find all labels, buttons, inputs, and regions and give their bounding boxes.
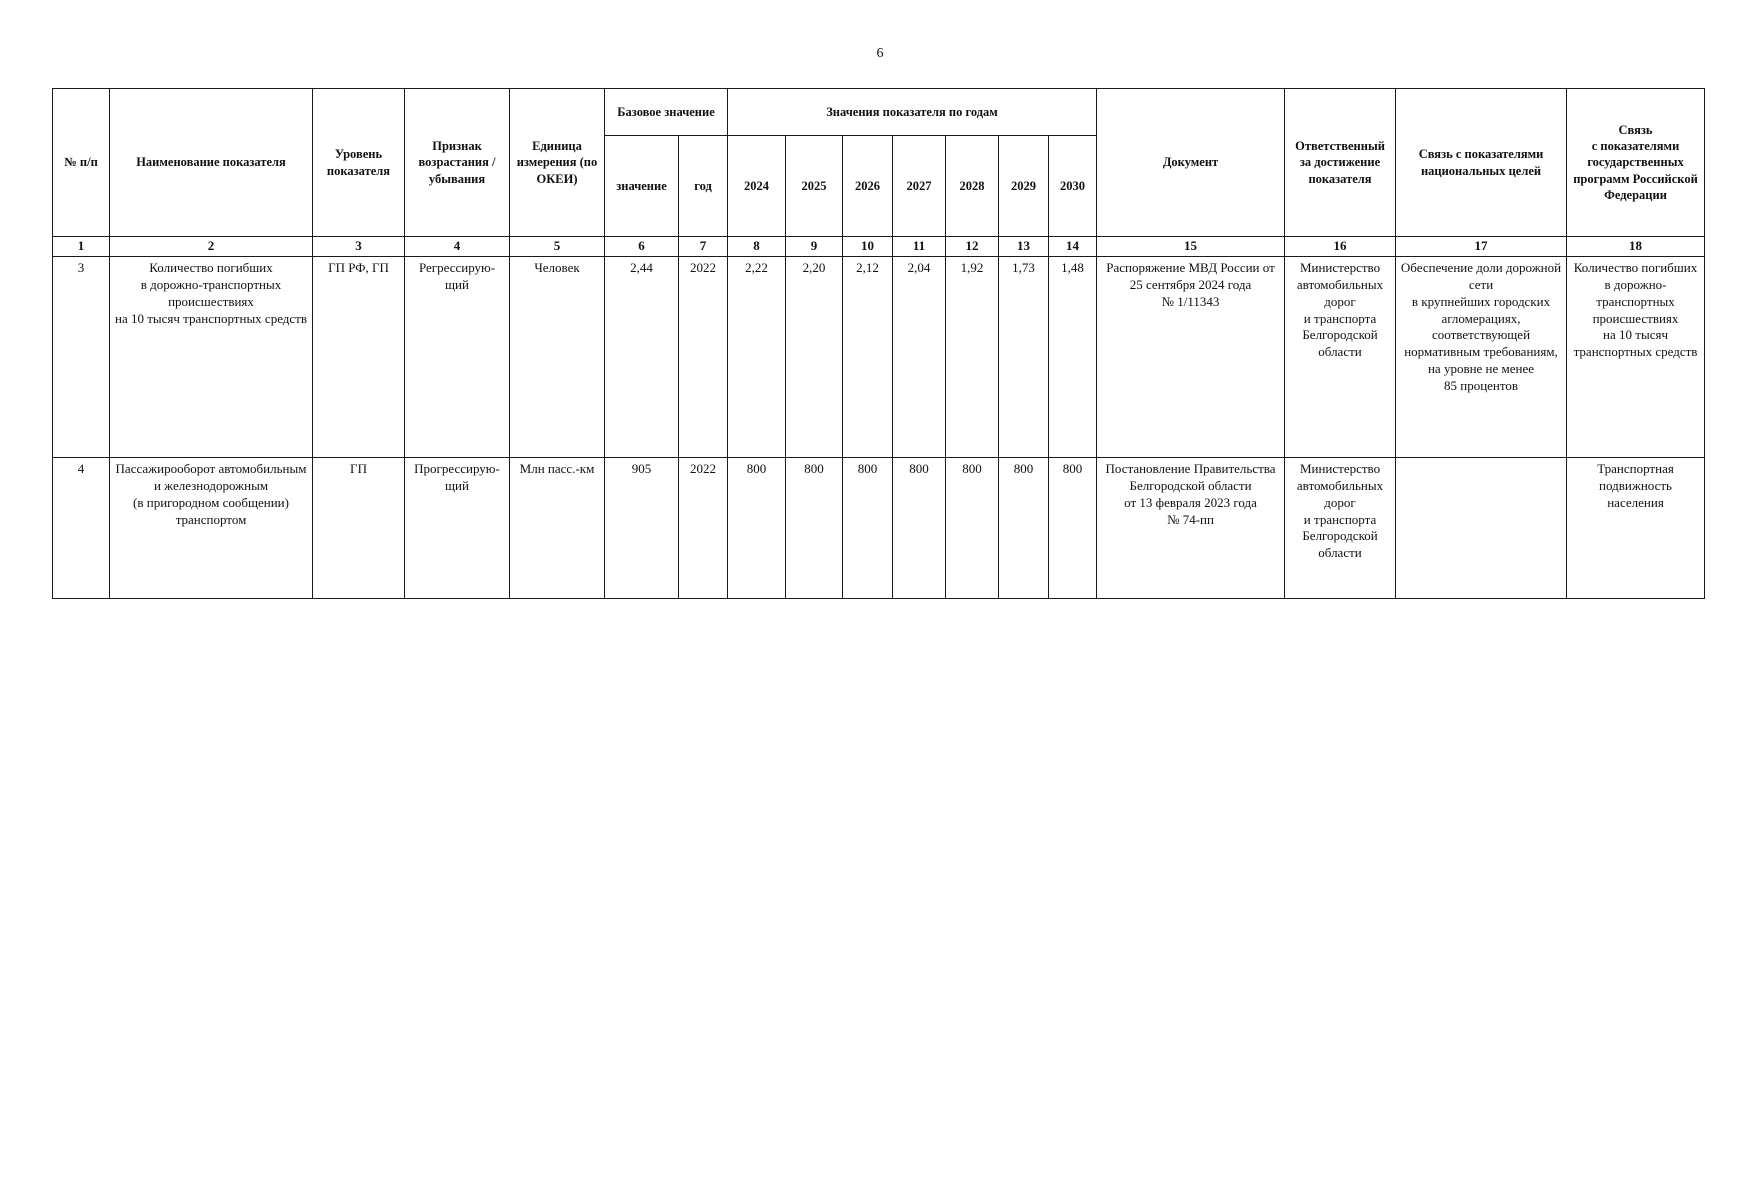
header-year: 2025	[786, 136, 843, 237]
row-base-year: 2022	[679, 256, 728, 457]
row-unit: Человек	[510, 256, 605, 457]
indicators-table	[52, 88, 1705, 599]
column-number: 13	[999, 237, 1049, 257]
column-number: 4	[405, 237, 510, 257]
row-value-2024: 2,22	[728, 256, 786, 457]
row-name: Количество погибших в дорожно-транспортных происшествиях на 10 тысяч транспортных средств	[110, 256, 313, 457]
page-number: 6	[876, 46, 884, 61]
header-years-group: Значения показателя по годам	[728, 89, 1097, 136]
header-name: Наименование показателя	[110, 89, 313, 237]
column-number: 3	[313, 237, 405, 257]
row-gp-link: Количество погибших в дорожно-транспортных происшествиях на 10 тысяч транспортных средств	[1567, 256, 1705, 457]
row-value-2026: 2,12	[843, 256, 893, 457]
header-year: 2026	[843, 136, 893, 237]
column-number: 15	[1097, 237, 1285, 257]
row-trend: Прогрессирую- щий	[405, 457, 510, 598]
row-document: Постановление Правительства Белгородской области от 13 февраля 2023 года № 74-пп	[1097, 457, 1285, 598]
row-value-2025: 800	[786, 457, 843, 598]
row-value-2026: 800	[843, 457, 893, 598]
column-number: 18	[1567, 237, 1705, 257]
column-number: 7	[679, 237, 728, 257]
row-responsible: Министерство автомобильных дорог и транспорта Белгородской области	[1285, 256, 1396, 457]
row-responsible: Министерство автомобильных дорог и транспорта Белгородской области	[1285, 457, 1396, 598]
column-number: 12	[946, 237, 999, 257]
row-national-goals	[1396, 457, 1567, 598]
row-base-year: 2022	[679, 457, 728, 598]
row-level: ГП РФ, ГП	[313, 256, 405, 457]
header-year: 2030	[1049, 136, 1097, 237]
header-base-year: год	[679, 136, 728, 237]
column-number: 17	[1396, 237, 1567, 257]
header-year: 2024	[728, 136, 786, 237]
row-document: Распоряжение МВД России от 25 сентября 2024 года № 1/11343	[1097, 256, 1285, 457]
header-base-group: Базовое значение	[605, 89, 728, 136]
header-year: 2029	[999, 136, 1049, 237]
header-national-goals: Связь с показателями национальных целей	[1396, 89, 1567, 237]
row-base-value: 905	[605, 457, 679, 598]
row-value-2027: 2,04	[893, 256, 946, 457]
row-value-2028: 800	[946, 457, 999, 598]
column-number: 10	[843, 237, 893, 257]
row-gp-link: Транспортная подвижность населения	[1567, 457, 1705, 598]
column-number: 8	[728, 237, 786, 257]
column-number: 14	[1049, 237, 1097, 257]
row-no: 4	[53, 457, 110, 598]
header-no: № п/п	[53, 89, 110, 237]
row-level: ГП	[313, 457, 405, 598]
header-trend: Признак возрастания / убывания	[405, 89, 510, 237]
header-unit: Единица измерения (по ОКЕИ)	[510, 89, 605, 237]
header-gp-link: Связь с показателями государственных программ Российской Федерации	[1567, 89, 1705, 237]
header-document: Документ	[1097, 89, 1285, 237]
header-responsible: Ответственный за достижение показателя	[1285, 89, 1396, 237]
row-value-2029: 1,73	[999, 256, 1049, 457]
row-value-2025: 2,20	[786, 256, 843, 457]
row-unit: Млн пасс.-км	[510, 457, 605, 598]
row-trend: Регрессирую- щий	[405, 256, 510, 457]
row-value-2030: 800	[1049, 457, 1097, 598]
row-value-2024: 800	[728, 457, 786, 598]
row-base-value: 2,44	[605, 256, 679, 457]
column-number: 5	[510, 237, 605, 257]
table-row	[53, 256, 1705, 457]
row-value-2027: 800	[893, 457, 946, 598]
column-number: 16	[1285, 237, 1396, 257]
column-number: 9	[786, 237, 843, 257]
table-row	[53, 457, 1705, 598]
row-name: Пассажирооборот автомобильным и железнодорожным (в пригородном сообщении) транспортом	[110, 457, 313, 598]
header-base-value: значение	[605, 136, 679, 237]
header-year: 2028	[946, 136, 999, 237]
column-number: 6	[605, 237, 679, 257]
row-value-2028: 1,92	[946, 256, 999, 457]
header-year: 2027	[893, 136, 946, 237]
row-value-2030: 1,48	[1049, 256, 1097, 457]
row-national-goals: Обеспечение доли дорожной сети в крупнейших городских агломерациях, соответствующей нормативным требованиям, на уровне не менее 85 процентов	[1396, 256, 1567, 457]
header-level: Уровень показателя	[313, 89, 405, 237]
column-number: 11	[893, 237, 946, 257]
column-number: 1	[53, 237, 110, 257]
column-number: 2	[110, 237, 313, 257]
row-value-2029: 800	[999, 457, 1049, 598]
row-no: 3	[53, 256, 110, 457]
